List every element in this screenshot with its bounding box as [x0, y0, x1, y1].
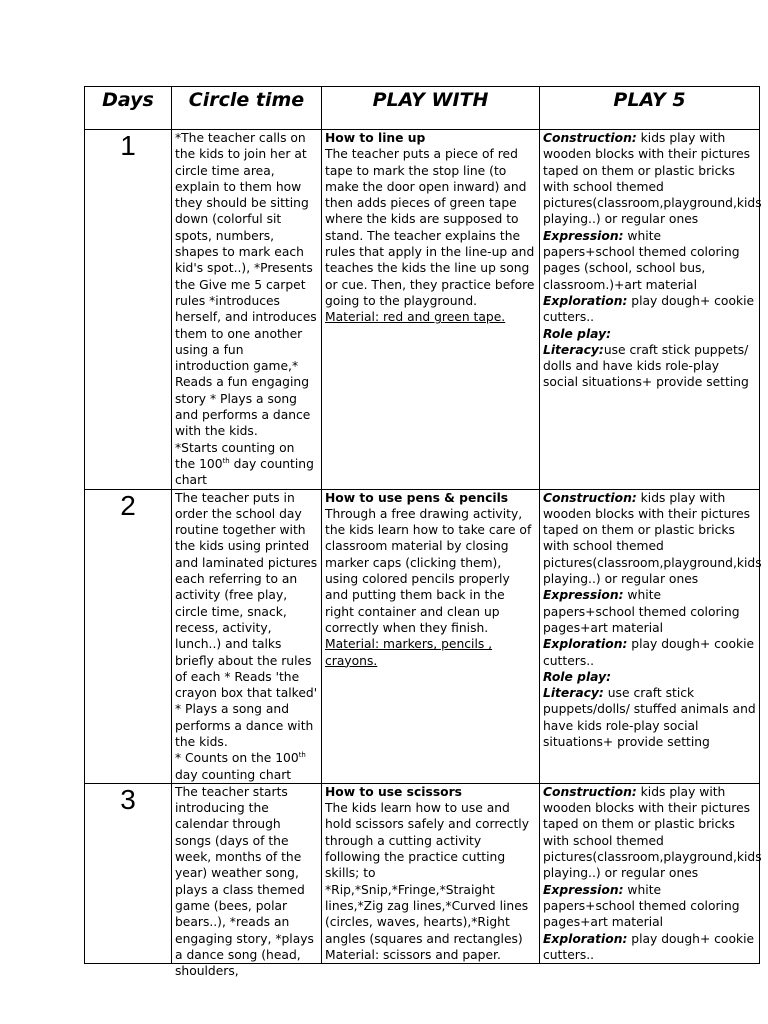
- play-with-title: How to line up: [325, 131, 426, 145]
- circle-time-text: *The teacher calls on the kids to join her at circle time area, explain to them how they should be sitting down (colorful sit spots, numbers, shapes to mark each kid's spot..), *Presents the Give me 5 carpet rules *introduces herself, and introduces them to one another using a fun introduction game,* Reads a fun engaging story * Plays a song and performs a dance with the kids.: [175, 131, 317, 439]
- day-number: 3: [85, 783, 172, 963]
- header-play-with: PLAY WITH: [322, 87, 540, 130]
- play-with-material: Material: scissors and paper.: [325, 947, 501, 962]
- play-5-cell: [540, 130, 760, 490]
- play-with-cell: [322, 130, 540, 490]
- play-5-cell: [540, 783, 760, 963]
- expression-item: Expression: white papers+school themed coloring pages (school, school bus, classroom.)+art material: [543, 228, 740, 292]
- circle-time-text: The teacher starts introducing the calendar through songs (days of the week, months of the year) weather song, plays a class themed game (bees, polar bears..), *reads an engaging story, *plays a dance song (head, shoulders,: [175, 784, 314, 979]
- expression-item: Expression: white papers+school themed coloring pages+art material: [543, 882, 740, 930]
- exploration-item: Exploration: play dough+ cookie cutters..: [543, 931, 755, 962]
- circle-time-counting: *Starts counting on the 100th day counting chart: [175, 440, 314, 488]
- play-with-title: How to use pens & pencils: [325, 490, 509, 505]
- circle-time-cell: [172, 489, 322, 783]
- play-with-body: Through a free drawing activity, the kids learn how to take care of classroom material by closing marker caps (clicking them), using colored pencils properly and putting them back in the right container and clean up correctly when they finish.: [325, 506, 532, 635]
- circle-time-cell: [172, 130, 322, 490]
- construction-item: Construction: kids play with wooden blocks with their pictures taped on them or plastic bricks with school themed pictures(classroom,playground,kids playing..) or regular ones: [543, 131, 762, 227]
- header-row: [85, 87, 760, 130]
- play-with-body: The kids learn how to use and hold scissors safely and correctly through a cutting activity following the practice cutting skills; to *Rip,*Snip,*Fringe,*Straight lines,*Zig zag lines,*Curved lines (circles, waves, hearts),*Right angles (squares and rectangles): [325, 801, 529, 946]
- role-play-item: Role play:: [543, 326, 612, 341]
- table-row: [85, 783, 760, 963]
- circle-time-counting: * Counts on the 100th day counting chart: [175, 751, 306, 782]
- play-with-body: The teacher puts a piece of red tape to mark the stop line (to make the door open inward) and then adds pieces of green tape where the kids are supposed to stand. The teacher explains the rules that apply in the line-up and teaches the kids the line up song or cue. Then, they practice before going to the playground.: [325, 147, 535, 308]
- day-number: 2: [85, 489, 172, 783]
- circle-time-text: The teacher puts in order the school day routine together with the kids using printed and laminated pictures each referring to an activity (free play, circle time, snack, recess, activity, lunch..) and talks briefly about the rules of each * Reads 'the crayon box that talked' * Plays a song and performs a dance with the kids.: [175, 490, 318, 749]
- circle-time-cell: [172, 783, 322, 979]
- play-with-cell: [322, 783, 540, 963]
- table-row: [85, 130, 760, 490]
- play-with-title: How to use scissors: [325, 784, 462, 799]
- lesson-plan-table: [84, 86, 762, 979]
- construction-item: Construction: kids play with wooden blocks with their pictures taped on them or plastic bricks with school themed pictures(classroom,playground,kids playing..) or regular ones: [543, 490, 762, 587]
- exploration-item: Exploration: play dough+ cookie cutters..: [543, 637, 755, 668]
- literacy-item: Literacy: use craft stick puppets/dolls/ stuffed animals and have kids role-play social situations+ provide setting: [543, 686, 756, 749]
- role-play-item: Role play:: [543, 669, 612, 684]
- exploration-item: Exploration: play dough+ cookie cutters..: [543, 293, 755, 325]
- expression-item: Expression: white papers+school themed coloring pages+art material: [543, 588, 740, 635]
- header-circle-time: Circle time: [172, 87, 322, 130]
- header-days: Days: [85, 87, 172, 130]
- table-row: [85, 489, 760, 783]
- header-play-5: PLAY 5: [540, 87, 760, 130]
- play-with-material: Material: red and green tape.: [325, 310, 506, 325]
- play-with-cell: [322, 489, 540, 783]
- play-with-material: Material: markers, pencils , crayons.: [325, 637, 493, 668]
- construction-item: Construction: kids play with wooden blocks with their pictures taped on them or plastic bricks with school themed pictures(classroom,playground,kids playing..) or regular ones: [543, 784, 762, 881]
- day-number: 1: [85, 130, 172, 490]
- play-5-cell: [540, 489, 760, 783]
- literacy-item: Literacy:use craft stick puppets/ dolls and have kids role-play social situations+ provide setting: [543, 342, 749, 390]
